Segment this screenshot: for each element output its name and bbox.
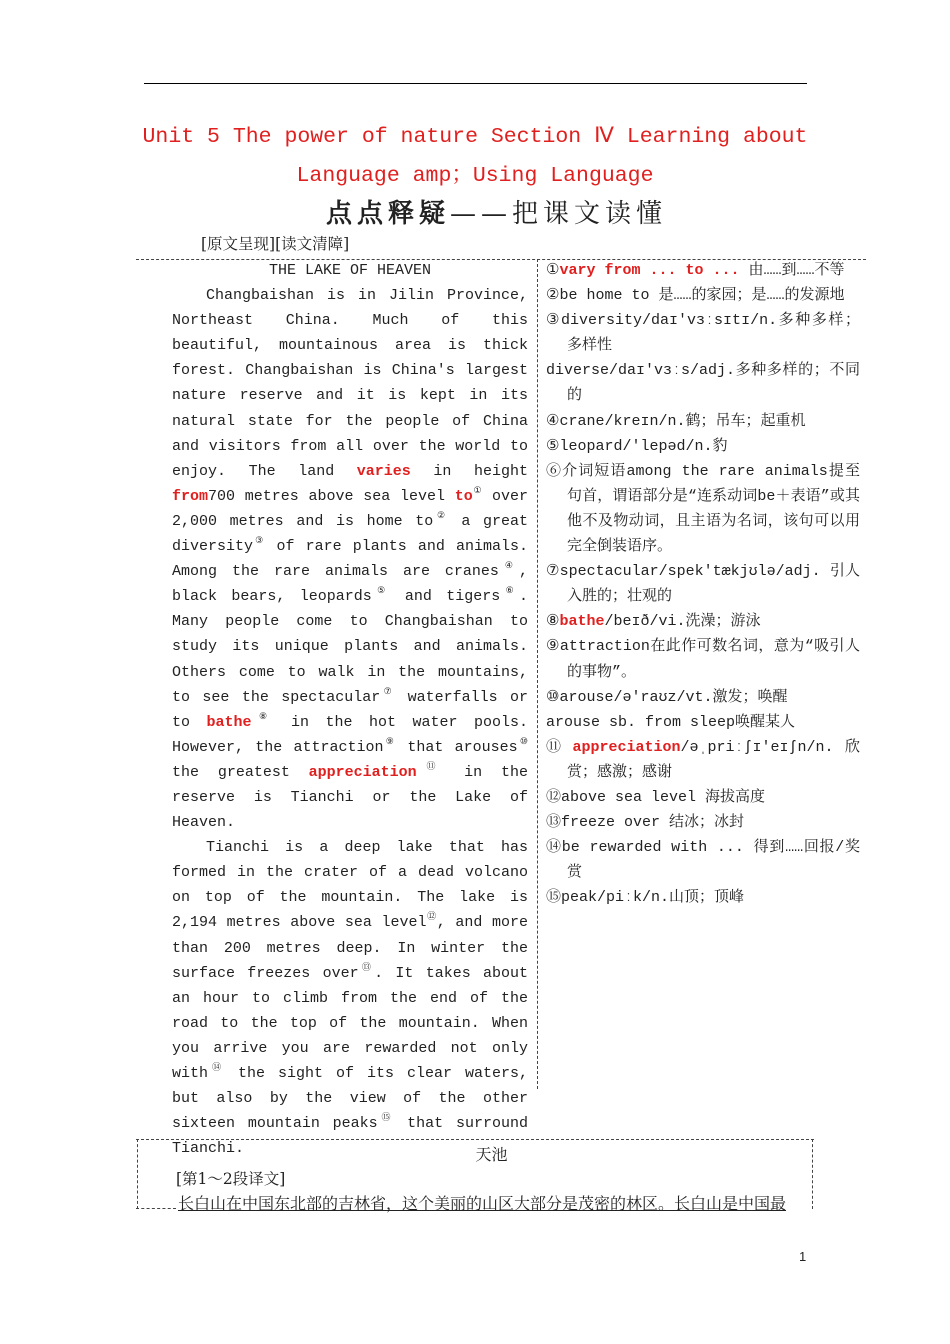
text-run: a great diversity — [172, 512, 528, 556]
section-heading — [326, 193, 667, 230]
note-item: arouse sb. from sleep唤醒某人 — [546, 713, 796, 731]
keyword-bathe: bathe — [206, 713, 252, 731]
note-number: ⑪ — [546, 738, 573, 756]
note-item: ③diversity/daɪ'vɜːsɪtɪ/n.多种多样；多样性 — [546, 312, 860, 355]
note-item: ⑭be rewarded with ... 得到……回报/奖赏 — [546, 839, 860, 882]
note-text: /beɪð/vi.洗澡；游泳 — [604, 613, 761, 631]
note-marker: ⑪ — [416, 761, 446, 772]
note-text: 由……到……不等 — [739, 262, 845, 279]
translation-title: 天池 — [475, 1145, 508, 1164]
note-keyword: vary from ... to ... — [559, 262, 740, 279]
text-run: over 2,000 metres and is home to — [172, 487, 528, 530]
heading-bold: 点点释疑 — [326, 199, 451, 229]
note-item: ⑬freeze over 结冰；冰封 — [546, 814, 745, 832]
subheading: [原文呈现][读文清障] — [201, 235, 350, 253]
text-run: of rare plants and animals. Among the rare animals are cranes — [172, 538, 528, 581]
note-marker: ⑩ — [517, 736, 528, 747]
note-item — [546, 735, 860, 785]
note-item: ⑨attraction在此作可数名词，意为“吸引人的事物”。 — [546, 638, 860, 681]
text-run: 700 metres above sea level — [208, 487, 455, 505]
text-run: . Many people come to Changbaishan to study its unique plants and animals. Others come to walk in the mountains, to see the spectacular — [172, 588, 528, 706]
translation-bottom-dash — [136, 1208, 176, 1209]
article-paragraph-2 — [172, 835, 528, 1161]
note-keyword: bathe — [559, 613, 605, 631]
top-rule — [144, 83, 807, 84]
note-marker: ⑦ — [380, 686, 396, 697]
note-marker: ⑫ — [426, 912, 437, 923]
heading-rest: ——把课文读懂 — [450, 199, 668, 229]
text-run: the sight of its clear waters, but also by the view of the other sixteen mountain peaks — [172, 1065, 528, 1133]
note-marker: ④ — [498, 561, 519, 572]
text-run: Tianchi is a deep lake that has formed in the crater of a dead volcano on top of the mountain. The lake is 2,194 metres above sea level — [172, 839, 528, 932]
article-paragraph-1 — [172, 283, 528, 835]
text-run: waterfalls or to — [172, 688, 528, 731]
note-item: ⑦spectacular/spek'tækjʊlə/adj. 引人入胜的；壮观的 — [546, 563, 860, 606]
note-number: ⑧ — [546, 613, 560, 631]
keyword-from: from — [172, 487, 209, 505]
translation-top-dash — [136, 1139, 814, 1140]
translation-text: 长白山在中国东北部的吉林省，这个美丽的山区大部分是茂密的林区。长白山是中国最 — [178, 1194, 787, 1213]
text-run: in height — [410, 462, 529, 480]
note-marker: ⑨ — [383, 736, 397, 747]
article-title: THE LAKE OF HEAVEN — [268, 262, 432, 279]
note-item: ②be home to 是……的家园；是……的发源地 — [546, 287, 845, 305]
keyword-to: to — [454, 487, 473, 505]
keyword-varies: varies — [356, 462, 411, 480]
note-item: ⑥介词短语among the rare animals提至句首，谓语部分是“连系动词be＋表语”或其他不及物动词，且主语为名词，该句可以用完全倒装语序。 — [546, 462, 860, 556]
text-run: . It takes about an hour to climb from the end of the road to the top of the mountain. When you arrive you are rewarded not only with — [172, 964, 529, 1082]
note-marker: ⑬ — [358, 962, 375, 973]
article-column — [172, 258, 528, 1161]
note-marker: ③ — [253, 536, 266, 547]
note-item: ⑩arouse/ə'raʊz/vt.激发；唤醒 — [546, 688, 788, 706]
note-marker: ⑥ — [500, 586, 519, 597]
note-keyword: appreciation — [572, 738, 681, 756]
page-title-line1: Unit 5 The power of nature Section Ⅳ Learning about — [142, 125, 808, 149]
frame-middle-dash — [537, 259, 538, 1089]
text-run: that surround Tianchi. — [172, 1115, 528, 1158]
note-marker: ⑧ — [251, 711, 275, 722]
text-run: Changbaishan is in Jilin Province, Northeast China. Much of this beautiful, mountainous area is thick forest. Changbaishan is China's largest nature reserve and it is kept in its natural state for the people of China and visitors from all over the world to enjoy. The land — [172, 287, 528, 480]
note-marker: ⑭ — [208, 1063, 225, 1073]
note-marker: ⑤ — [371, 586, 391, 597]
note-number: ① — [546, 262, 560, 279]
text-run: , black bears, leopards — [172, 563, 528, 606]
note-marker: ① — [472, 485, 483, 496]
keyword-appreciation: appreciation — [308, 763, 417, 781]
text-run: that arouses — [396, 738, 518, 756]
note-item — [546, 609, 860, 634]
page-title-line2: Language amp；Using Language — [296, 164, 654, 188]
note-marker: ⑮ — [377, 1113, 395, 1124]
page-number: 1 — [799, 1249, 807, 1264]
note-item: diverse/daɪ'vɜːs/adj.多种多样的；不同的 — [546, 362, 860, 405]
text-run: , and more than 200 metres deep. In winter the surface freezes over — [172, 914, 528, 982]
text-run: in the reserve is Tianchi or the Lake of Heaven. — [172, 763, 528, 832]
text-run: and tigers — [390, 588, 501, 606]
note-item: ⑤leopard/'lepəd/n.豹 — [546, 437, 728, 455]
text-run: the greatest — [172, 763, 309, 781]
notes-column — [546, 258, 860, 910]
note-item: ⑫above sea level 海拔高度 — [546, 788, 766, 806]
text-run: in the hot water pools. However, the attraction — [172, 713, 528, 756]
note-item: ④crane/kreɪn/n.鹤；吊车；起重机 — [546, 412, 806, 430]
note-marker: ② — [433, 510, 449, 521]
note-item: ⑮peak/piːk/n.山顶；顶峰 — [546, 889, 745, 907]
note-text: /əˌpriːʃɪ'eɪʃn/n.欣赏；感激；感谢 — [567, 738, 860, 781]
translation-label: [第1～2段译文] — [176, 1170, 286, 1188]
note-item — [546, 258, 860, 283]
